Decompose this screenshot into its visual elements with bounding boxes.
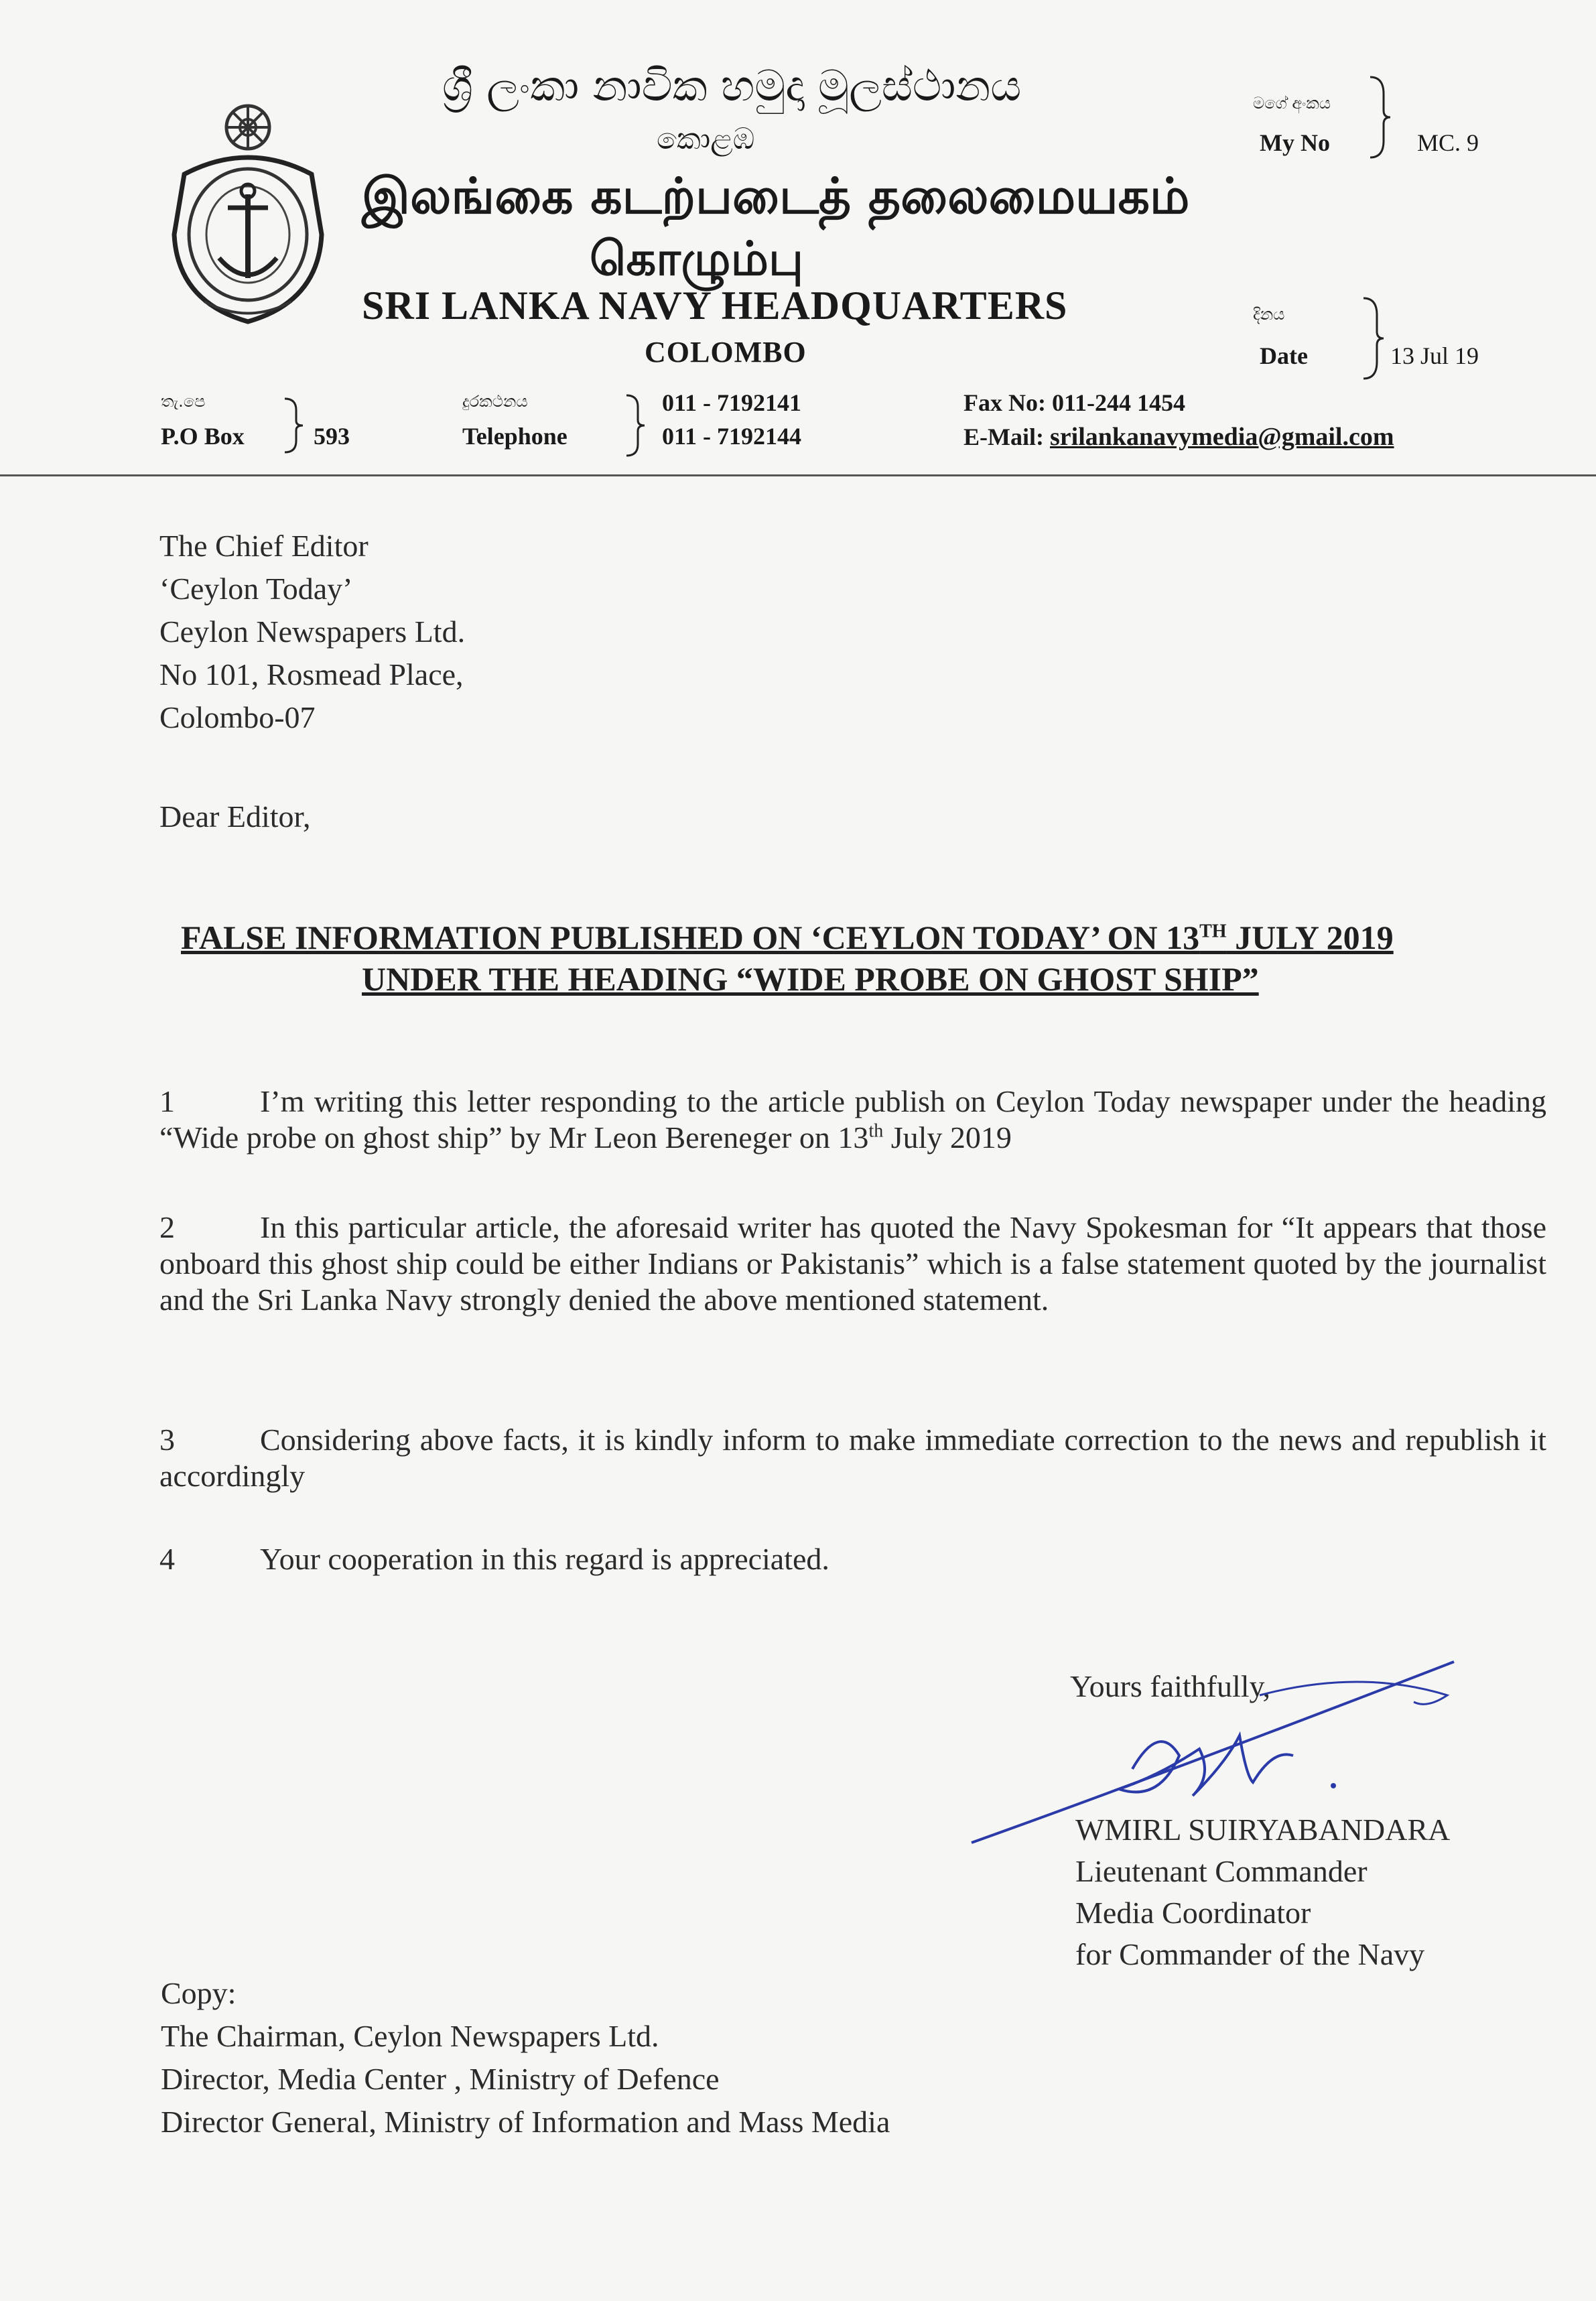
paragraph-number: 2 <box>159 1210 175 1244</box>
fax-number: Fax No: 011-244 1454 <box>963 389 1185 416</box>
subject-line-1-end: JULY 2019 <box>1226 919 1394 956</box>
telephone-number-2: 011 - 7192144 <box>662 423 802 450</box>
telephone-brace-icon <box>623 392 650 459</box>
hq-city-sinhala: කොළඹ <box>657 122 755 156</box>
hq-title-english: SRI LANKA NAVY HEADQUARTERS <box>362 283 1068 328</box>
copy-label: Copy: <box>161 1976 237 2010</box>
letterhead-divider <box>0 474 1596 476</box>
pobox-value: 593 <box>314 423 350 450</box>
my-no-brace-icon <box>1367 74 1394 161</box>
recipient-address-block <box>159 525 465 739</box>
pobox-label: P.O Box <box>161 423 245 450</box>
paragraph-number: 4 <box>159 1542 175 1576</box>
telephone-label: Telephone <box>462 423 568 450</box>
signatory-rank: Lieutenant Commander <box>1075 1854 1368 1888</box>
closing-phrase: Yours faithfully, <box>1070 1669 1271 1703</box>
email-address-link[interactable]: srilankanavymedia@gmail.com <box>1049 423 1394 451</box>
recipient-line-1: The Chief Editor <box>159 529 369 563</box>
paragraph-2 <box>159 1209 1546 1318</box>
recipient-line-4: No 101, Rosmead Place, <box>159 657 464 692</box>
signatory-role: Media Coordinator <box>1075 1896 1311 1930</box>
copy-list <box>161 1972 890 2144</box>
navy-crest-emblem <box>164 101 332 328</box>
paragraph-text: Your cooperation in this regard is appreciated. <box>260 1542 829 1576</box>
subject-line-1-superscript: TH <box>1199 921 1227 942</box>
copy-line-3: Director General, Ministry of Information and Mass Media <box>161 2105 890 2139</box>
subject-line-2: UNDER THE HEADING “WIDE PROBE ON GHOST SHIP” <box>362 960 1259 998</box>
hq-title-sinhala: ශ්‍රී ලංකා නාවික හමුදා මූලස්ථානය <box>442 62 1022 111</box>
paragraph-number: 1 <box>159 1084 175 1118</box>
paragraph-1 <box>159 1083 1546 1156</box>
paragraph-text-end: July 2019 <box>883 1120 1012 1155</box>
recipient-line-3: Ceylon Newspapers Ltd. <box>159 614 466 649</box>
copy-line-2: Director, Media Center , Ministry of Defence <box>161 2062 720 2096</box>
my-no-label-sinhala: මගේ අංකය <box>1253 94 1331 113</box>
my-no-value: MC. 9 <box>1417 129 1479 156</box>
subject-line-1 <box>181 918 1394 957</box>
signatory-block <box>1075 1809 1450 1975</box>
hq-title-tamil: இலங்கை கடற்படைத் தலைமையகம் <box>362 168 1190 225</box>
paragraph-text: Considering above facts, it is kindly inform to make immediate correction to the news and republish it accordingly <box>159 1423 1546 1493</box>
paragraph-superscript: th <box>868 1120 884 1142</box>
telephone-number-1: 011 - 7192141 <box>662 389 802 416</box>
pobox-brace-icon <box>281 395 308 456</box>
signatory-name: WMIRL SUIRYABANDARA <box>1075 1813 1451 1847</box>
subject-line-1-text: FALSE INFORMATION PUBLISHED ON ‘CEYLON TODAY’ ON 13 <box>181 919 1200 956</box>
date-value: 13 Jul 19 <box>1390 342 1479 369</box>
copy-line-1: The Chairman, Ceylon Newspapers Ltd. <box>161 2019 659 2053</box>
date-brace-icon <box>1360 295 1387 382</box>
signatory-for: for Commander of the Navy <box>1075 1937 1425 1971</box>
date-label: Date <box>1260 342 1308 369</box>
pobox-label-sinhala: තැ.පෙ <box>161 392 206 411</box>
paragraph-number: 3 <box>159 1423 175 1457</box>
telephone-label-sinhala: දුරකථනය <box>462 392 528 411</box>
hq-city-english: COLOMBO <box>645 336 807 369</box>
paragraph-text: In this particular article, the aforesaid writer has quoted the Navy Spokesman for “It appears that those onboard this ghost ship could be either Indians or Pakistanis” which is a false statement quoted by the journalist and the Sri Lanka Navy strongly denied the above mentioned statement. <box>159 1210 1546 1317</box>
salutation: Dear Editor, <box>159 799 311 834</box>
recipient-line-2: ‘Ceylon Today’ <box>159 572 353 606</box>
my-no-label: My No <box>1260 129 1330 156</box>
paragraph-4 <box>159 1541 1546 1577</box>
email-label: E-Mail: <box>963 423 1044 450</box>
date-label-sinhala: දිනය <box>1253 305 1285 324</box>
hq-city-tamil: கொழும்பு <box>590 231 804 286</box>
paragraph-3 <box>159 1422 1546 1494</box>
recipient-line-5: Colombo-07 <box>159 700 316 734</box>
paragraph-text: I’m writing this letter responding to the article publish on Ceylon Today newspaper under the heading “Wide probe on ghost ship” by Mr Leon Bereneger on 13 <box>159 1084 1546 1155</box>
